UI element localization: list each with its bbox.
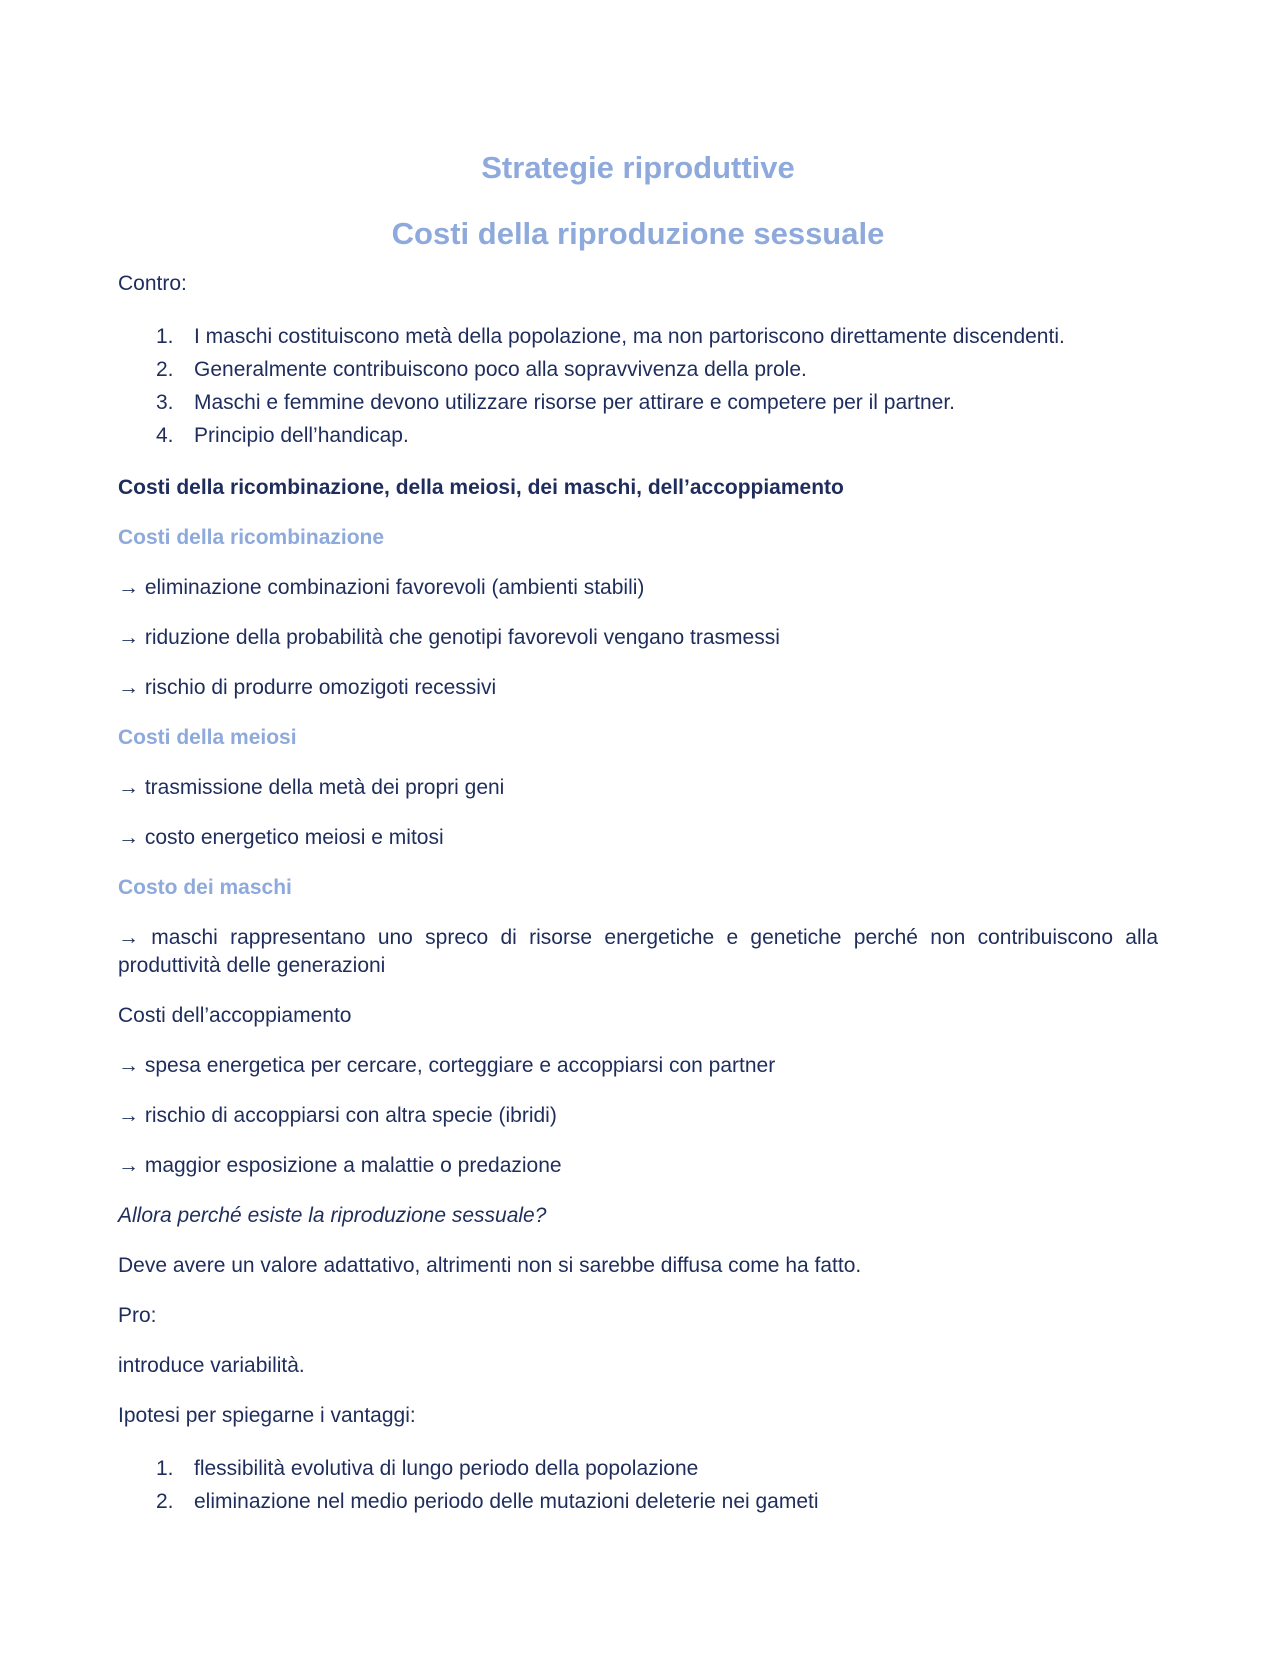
ricombinazione-point: → riduzione della probabilità che genotipi favorevoli vengano trasmessi (118, 626, 780, 649)
document-subtitle: Costi della riproduzione sessuale (391, 216, 885, 251)
list-number: 2. (156, 358, 174, 381)
list-item (118, 320, 1158, 353)
list-item (118, 1485, 1158, 1518)
answer-text: Deve avere un valore adattativo, altrimenti non si sarebbe diffusa come ha fatto. (118, 1254, 862, 1277)
meiosi-point: → trasmissione della metà dei propri geni (118, 776, 505, 799)
accoppiamento-point: → rischio di accoppiarsi con altra specie (ibridi) (118, 1104, 557, 1127)
document-body (118, 148, 1158, 1540)
meiosi-heading: Costi della meiosi (118, 726, 297, 749)
pro-text: introduce variabilità. (118, 1354, 305, 1377)
list-item-text: Maschi e femmine devono utilizzare risorse per attirare e competere per il partner. (194, 391, 956, 414)
list-item-text: flessibilità evolutiva di lungo periodo della popolazione (194, 1457, 699, 1480)
list-number: 1. (156, 325, 174, 348)
document-title: Strategie riproduttive (481, 150, 795, 185)
accoppiamento-point: → maggior esposizione a malattie o predazione (118, 1154, 562, 1177)
maschi-point: → maschi rappresentano uno spreco di risorse energetiche e genetiche perché non contribuiscono alla produttività delle generazioni (118, 926, 1158, 977)
meiosi-point: → costo energetico meiosi e mitosi (118, 826, 444, 849)
pro-label: Pro: (118, 1304, 157, 1327)
list-item-text: eliminazione nel medio periodo delle mutazioni deleterie nei gameti (194, 1490, 819, 1513)
maschi-heading: Costo dei maschi (118, 876, 292, 899)
ricombinazione-point: → rischio di produrre omozigoti recessivi (118, 676, 497, 699)
ipotesi-label: Ipotesi per spiegarne i vantaggi: (118, 1404, 416, 1427)
ipotesi-list (118, 1452, 1158, 1518)
list-item-text: Principio dell’handicap. (194, 424, 409, 447)
list-number: 3. (156, 391, 174, 414)
contro-label: Contro: (118, 272, 187, 295)
list-number: 2. (156, 1490, 174, 1513)
list-number: 1. (156, 1457, 174, 1480)
list-item (118, 1452, 1158, 1485)
list-number: 4. (156, 424, 174, 447)
list-item (118, 353, 1158, 386)
accoppiamento-point: → spesa energetica per cercare, corteggiare e accoppiarsi con partner (118, 1054, 776, 1077)
ricombinazione-heading: Costi della ricombinazione (118, 526, 385, 549)
ricombinazione-point: → eliminazione combinazioni favorevoli (ambienti stabili) (118, 576, 645, 599)
contro-list (118, 320, 1158, 452)
list-item (118, 386, 1158, 419)
accoppiamento-heading: Costi dell’accoppiamento (118, 1004, 352, 1027)
question-text: Allora perché esiste la riproduzione sessuale? (118, 1204, 547, 1227)
list-item (118, 419, 1158, 452)
costi-heading: Costi della ricombinazione, della meiosi, dei maschi, dell’accoppiamento (118, 476, 844, 499)
list-item-text: Generalmente contribuiscono poco alla sopravvivenza della prole. (194, 358, 807, 381)
list-item-text: I maschi costituiscono metà della popolazione, ma non partoriscono direttamente discendenti. (194, 325, 1065, 348)
